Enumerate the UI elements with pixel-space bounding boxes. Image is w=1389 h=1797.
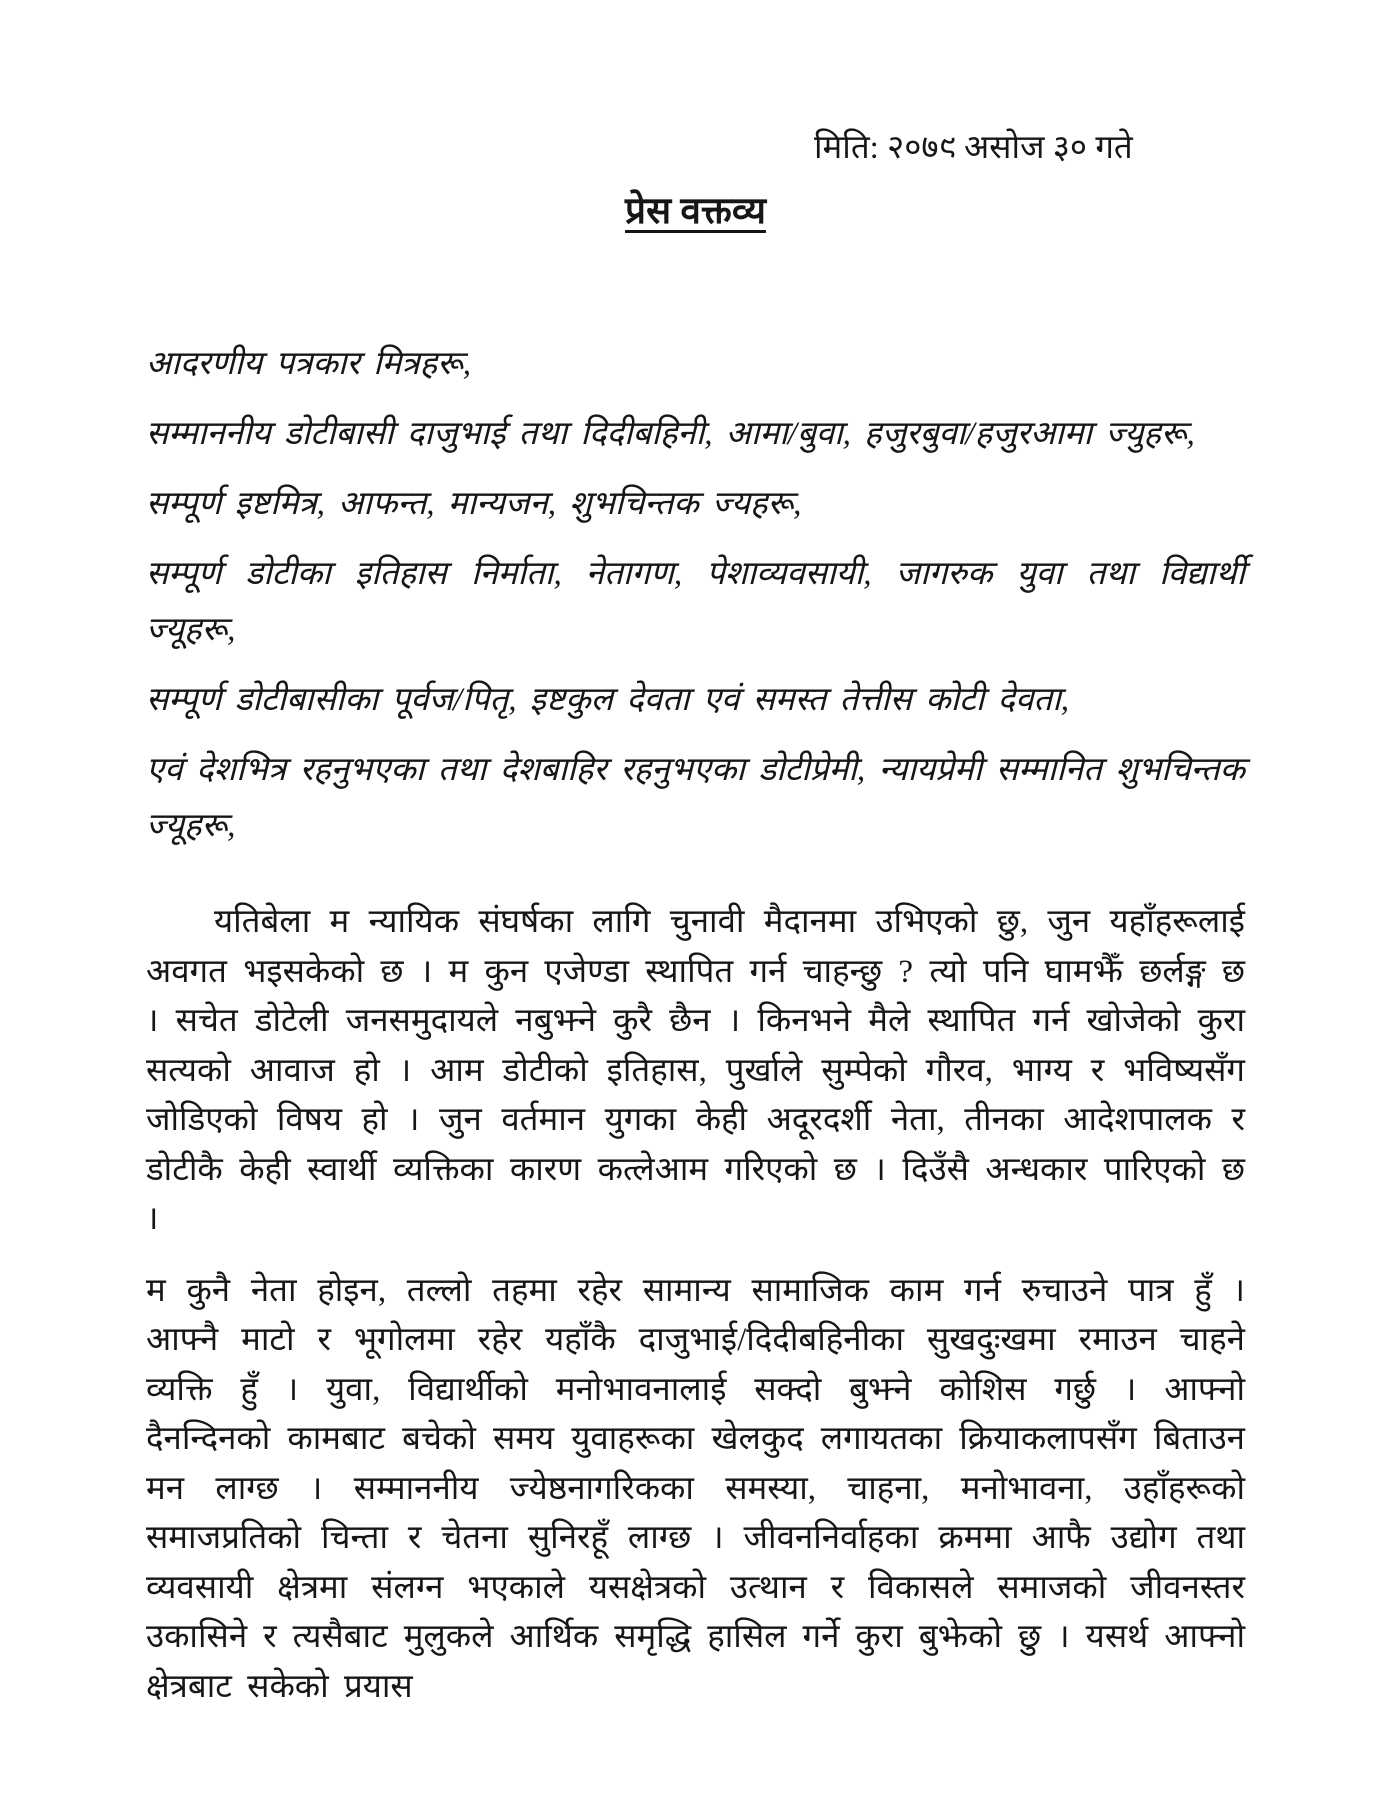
page-title	[146, 190, 1245, 234]
salutation-line: सम्पूर्ण डोटीका इतिहास निर्माता, नेतागण, पेशाव्यवसायी, जागरुक युवा तथा विद्यार्थी ज्यूहरू,	[146, 556, 1245, 648]
date-line: मिति: २०७९ असोज ३० गते	[814, 130, 1133, 166]
body-paragraph: म कुनै नेता होइन, तल्लो तहमा रहेर सामान्य सामाजिक काम गर्न रुचाउने पात्र हुँ । आफ्नै माटो र भूगोलमा रहेर यहाँकै दाजुभाई/दिदीबहिनीका सुखदुःखमा रमाउन चाहने व्यक्ति हुँ । युवा, विद्यार्थीको मनोभावनालाई सक्दो बुझ्ने कोशिस गर्छु । आफ्नो दैनन्दिनको कामबाट बचेको समय युवाहरूका खेलकुद लगायतका क्रियाकलापसँग बिताउन मन लाग्छ । सम्माननीय ज्येष्ठनागरिकका समस्या, चाहना, मनोभावना, उहाँहरूको समाजप्रतिको चिन्ता र चेतना सुनिरहूँ लाग्छ । जीवननिर्वाहका क्रममा आफै उद्योग तथा व्यवसायी क्षेत्रमा संलग्न भएकाले यसक्षेत्रको उत्थान र विकासले समाजको जीवनस्तर उकासिने र त्यसैबाट मुलुकले आर्थिक समृद्धि हासिल गर्ने कुरा बुझेको छु । यसर्थ आफ्नो क्षेत्रबाट सकेको प्रयास	[146, 1272, 1245, 1705]
salutation-block	[146, 336, 1245, 854]
body-paragraph: यतिबेला म न्यायिक संघर्षका लागि चुनावी मैदानमा उभिएको छु, जुन यहाँहरूलाई अवगत भइसकेको छ । म कुन एजेण्डा स्थापित गर्न चाहन्छु ? त्यो पनि घामझैँ छर्लङ्ग छ । सचेत डोटेली जनसमुदायले नबुझ्ने कुरै छैन । किनभने मैले स्थापित गर्न खोजेको कुरा सत्यको आवाज हो । आम डोटीको इतिहास, पुर्खाले सुम्पेको गौरव, भाग्य र भविष्यसँग जोडिएको विषय हो । जुन वर्तमान युगका केही अदूरदर्शी नेता, तीनका आदेशपालक र डोटीकै केही स्वार्थी व्यक्तिका कारण कत्लेआम गरिएको छ । दिउँसै अन्धकार पारिएको छ ।	[146, 904, 1245, 1237]
page-title-text: प्रेस वक्तव्य	[625, 191, 766, 232]
salutation-line: सम्पूर्ण इष्टमित्र, आफन्त, मान्यजन, शुभचिन्तक ज्यहरू,	[146, 486, 802, 522]
salutation-line: सम्पूर्ण डोटीबासीका पूर्वज/पितृ, इष्टकुल देवता एवं समस्त तेत्तीस कोटी देवता,	[146, 682, 1070, 718]
salutation-line: एवं देशभित्र रहनुभएका तथा देशबाहिर रहनुभएका डोटीप्रेमी, न्यायप्रेमी सम्मानित शुभचिन्तक ज्यूहरू,	[146, 752, 1245, 844]
salutation-line: सम्माननीय डोटीबासी दाजुभाई तथा दिदीबहिनी, आमा/बुवा, हजुरबुवा/हजुरआमा ज्युहरू,	[146, 416, 1195, 452]
salutation-line: आदरणीय पत्रकार मित्रहरू,	[146, 346, 472, 382]
